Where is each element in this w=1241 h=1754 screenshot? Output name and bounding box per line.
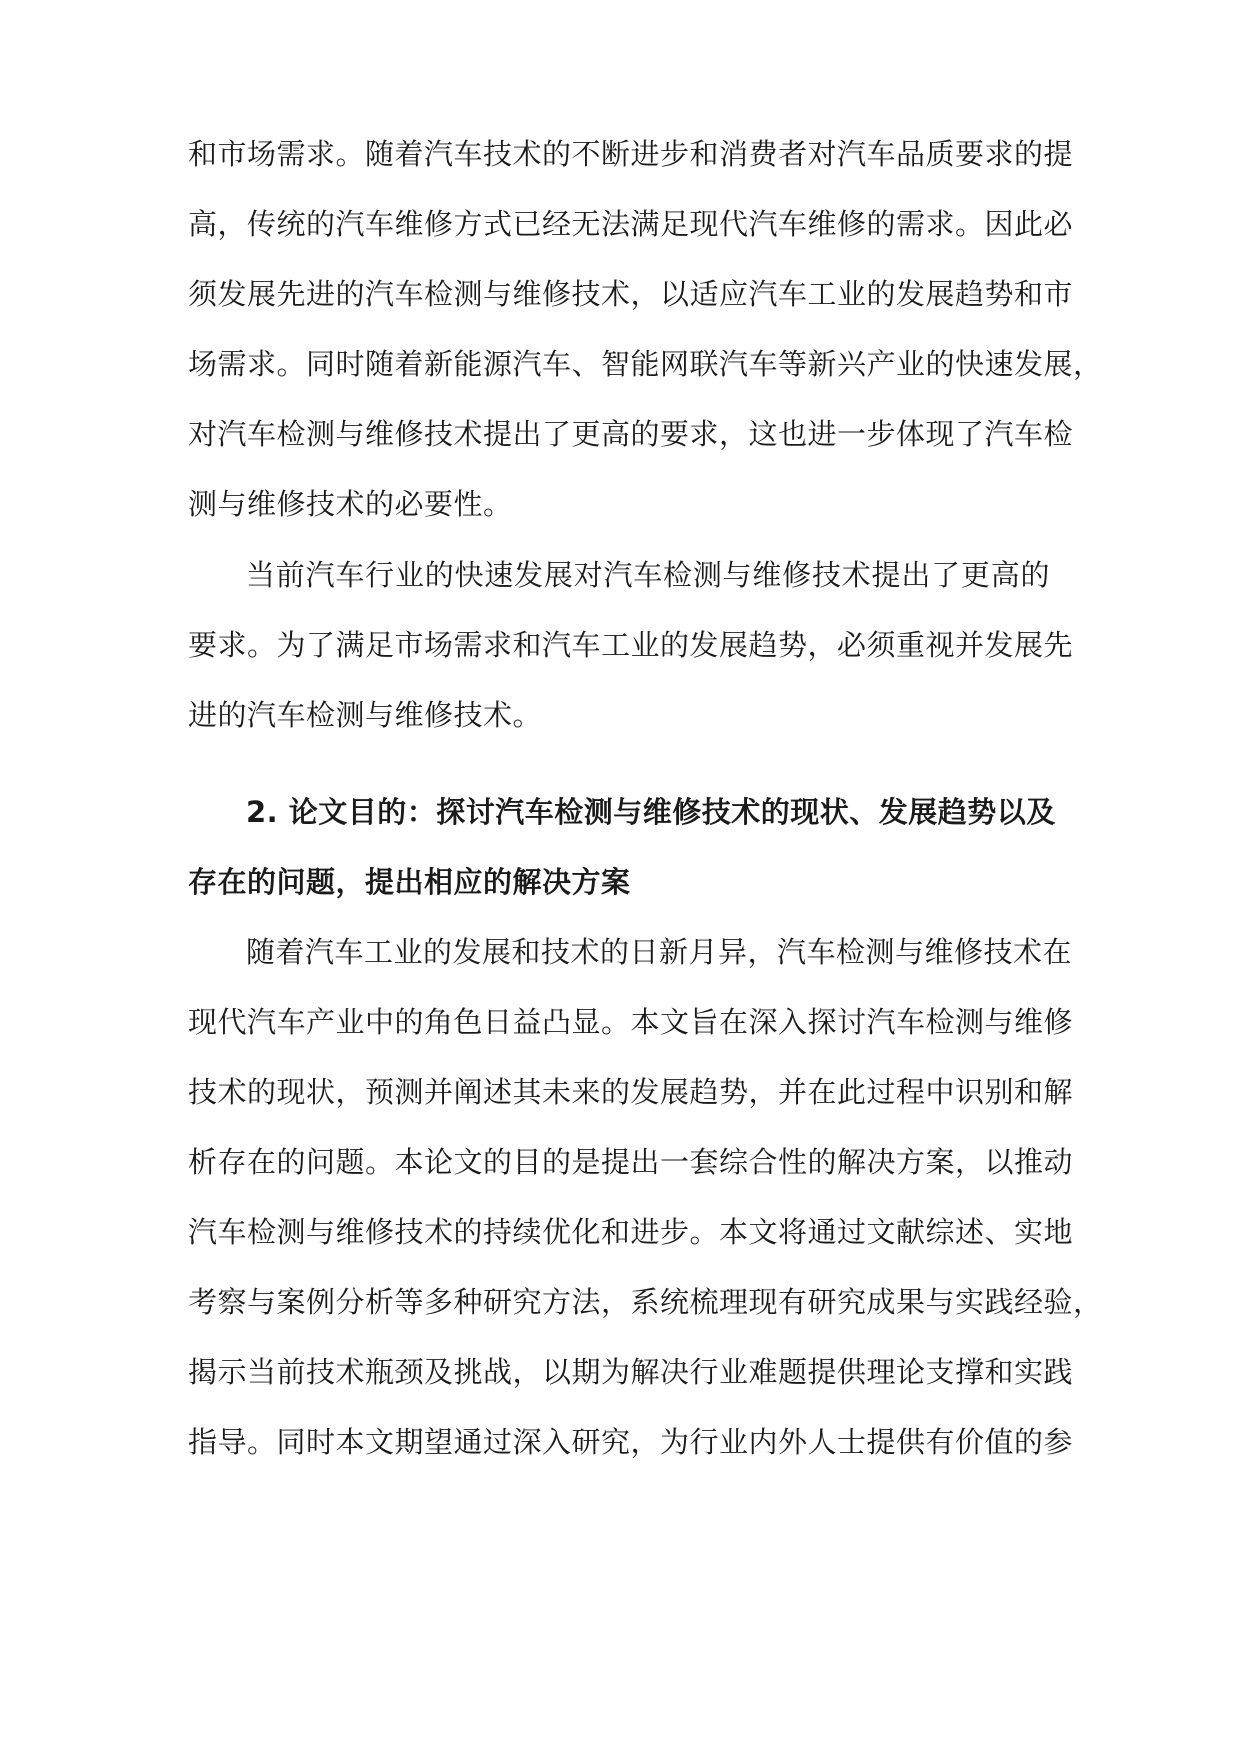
paragraph-1-line: 对汽车检测与维修技术提出了更高的要求，这也进一步体现了汽车检	[188, 417, 1074, 451]
paragraph-3-line: 揭示当前技术瓶颈及挑战，以期为解决行业难题提供理论支撑和实践	[188, 1355, 1074, 1389]
paragraph-2-line: 进的汽车检测与维修技术。	[188, 698, 543, 732]
paragraph-2-line: 当前汽车行业的快速发展对汽车检测与维修技术提出了更高的	[246, 558, 1050, 592]
paragraph-1-line: 测与维修技术的必要性。	[188, 487, 513, 521]
paragraph-1-line: 和市场需求。随着汽车技术的不断进步和消费者对汽车品质要求的提	[188, 137, 1074, 171]
paragraph-3-line: 汽车检测与维修技术的持续优化和进步。本文将通过文献综述、实地	[188, 1215, 1074, 1249]
paragraph-3-line: 随着汽车工业的发展和技术的日新月异，汽车检测与维修技术在	[246, 935, 1073, 969]
section-heading-line: 存在的问题，提出相应的解决方案	[188, 865, 631, 899]
section-heading-line: 2. 论文目的：探讨汽车检测与维修技术的现状、发展趋势以及	[246, 795, 1056, 829]
paragraph-3-line: 析存在的问题。本论文的目的是提出一套综合性的解决方案，以推动	[188, 1145, 1074, 1179]
paragraph-3-line: 指导。同时本文期望通过深入研究，为行业内外人士提供有价值的参	[188, 1425, 1074, 1459]
paragraph-3-line: 考察与案例分析等多种研究方法，系统梳理现有研究成果与实践经验，	[188, 1285, 1103, 1319]
paragraph-2-line: 要求。为了满足市场需求和汽车工业的发展趋势，必须重视并发展先	[188, 628, 1074, 662]
paragraph-1-line: 场需求。同时随着新能源汽车、智能网联汽车等新兴产业的快速发展，	[188, 347, 1103, 381]
paragraph-3-line: 技术的现状，预测并阐述其未来的发展趋势，并在此过程中识别和解	[188, 1075, 1074, 1109]
paragraph-1-line: 须发展先进的汽车检测与维修技术，以适应汽车工业的发展趋势和市	[188, 277, 1074, 311]
paragraph-3-line: 现代汽车产业中的角色日益凸显。本文旨在深入探讨汽车检测与维修	[188, 1005, 1074, 1039]
paragraph-1-line: 高，传统的汽车维修方式已经无法满足现代汽车维修的需求。因此必	[188, 207, 1074, 241]
